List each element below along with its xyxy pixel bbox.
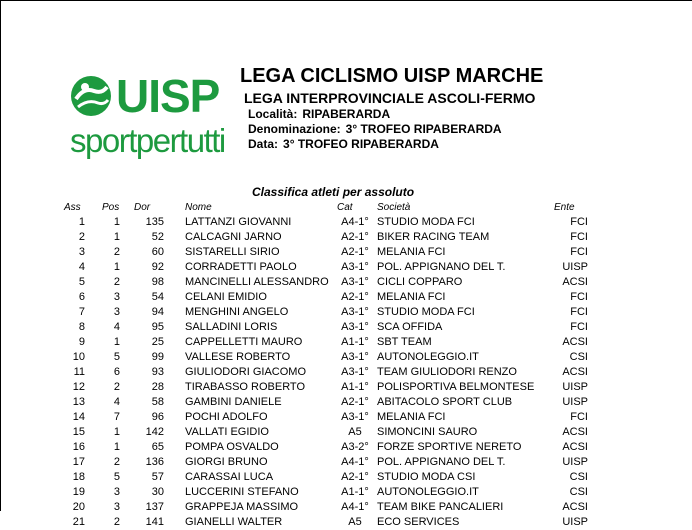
- cell-cat: A2-1°: [341, 471, 369, 483]
- cell-ente: UISP: [562, 381, 588, 393]
- cell-cat: A4-1°: [341, 501, 369, 513]
- col-header-ass: Ass: [64, 202, 81, 213]
- data-value: 3° TROFEO RIPABERARDA: [283, 137, 439, 151]
- cell-societa: STUDIO MODA FCI: [377, 216, 475, 228]
- cell-ass: 3: [78, 246, 85, 258]
- page-title: LEGA CICLISMO UISP MARCHE: [240, 65, 544, 87]
- cell-dor: 52: [151, 231, 164, 243]
- col-header-pos: Pos: [102, 202, 120, 213]
- cell-ass: 13: [72, 396, 85, 408]
- table-row: [1, 425, 692, 440]
- meta-data: [248, 137, 439, 151]
- cell-dor: 136: [145, 456, 164, 468]
- cell-nome: CAPPELLETTI MAURO: [185, 336, 303, 348]
- cell-pos: 1: [113, 441, 120, 453]
- cell-cat: A2-1°: [341, 231, 369, 243]
- cell-cat: A3-1°: [341, 411, 369, 423]
- cell-cat: A4-1°: [341, 216, 369, 228]
- denominazione-value: 3° TROFEO RIPABERARDA: [345, 122, 502, 136]
- table-row: [1, 365, 692, 380]
- cell-pos: 2: [113, 276, 120, 288]
- table-row: [1, 350, 692, 365]
- cell-nome: GIORGI BRUNO: [185, 456, 268, 468]
- cell-societa: TEAM GIULIODORI RENZO: [377, 366, 517, 378]
- cell-pos: 2: [113, 246, 120, 258]
- col-header-societa: Società: [377, 202, 411, 213]
- cell-dor: 30: [151, 486, 164, 498]
- cell-societa: FORZE SPORTIVE NERETO: [377, 441, 522, 453]
- cell-pos: 6: [113, 366, 120, 378]
- cell-ente: FCI: [570, 231, 588, 243]
- cell-nome: TIRABASSO ROBERTO: [185, 381, 306, 393]
- cell-ass: 1: [78, 216, 85, 228]
- cell-nome: SALLADINI LORIS: [185, 321, 278, 333]
- cell-cat: A5: [348, 426, 362, 438]
- cell-ente: FCI: [570, 246, 588, 258]
- classifica-table: [1, 215, 692, 530]
- cell-pos: 1: [113, 231, 120, 243]
- cell-ente: FCI: [570, 291, 588, 303]
- cell-ass: 18: [72, 471, 85, 483]
- table-row: [1, 275, 692, 290]
- cell-dor: 54: [151, 291, 164, 303]
- cell-dor: 96: [151, 411, 164, 423]
- cell-ass: 9: [78, 336, 85, 348]
- cell-ente: UISP: [562, 261, 588, 273]
- cell-ente: CSI: [569, 471, 588, 483]
- col-header-cat: Cat: [337, 202, 353, 213]
- table-row: [1, 485, 692, 500]
- cell-ente: UISP: [562, 516, 588, 528]
- cell-societa: ABITACOLO SPORT CLUB: [377, 396, 513, 408]
- table-row: [1, 215, 692, 230]
- cell-pos: 4: [113, 396, 120, 408]
- cell-dor: 135: [145, 216, 164, 228]
- cell-pos: 3: [113, 306, 120, 318]
- cell-societa: BIKER RACING TEAM: [377, 231, 490, 243]
- cell-societa: AUTONOLEGGIO.IT: [377, 486, 479, 498]
- cell-ente: CSI: [569, 486, 588, 498]
- cell-dor: 94: [151, 306, 164, 318]
- table-row: [1, 260, 692, 275]
- table-row: [1, 245, 692, 260]
- cell-nome: CARASSAI LUCA: [185, 471, 274, 483]
- cell-cat: A3-1°: [341, 366, 369, 378]
- cell-cat: A3-1°: [341, 276, 369, 288]
- cell-nome: SISTARELLI SIRIO: [185, 246, 280, 258]
- table-row: [1, 335, 692, 350]
- cell-ente: UISP: [562, 396, 588, 408]
- cell-ass: 10: [72, 351, 85, 363]
- cell-pos: 5: [113, 471, 120, 483]
- cell-societa: ECO SERVICES: [377, 516, 460, 528]
- cell-ass: 15: [72, 426, 85, 438]
- table-row: [1, 305, 692, 320]
- cell-ente: ACSI: [562, 441, 588, 453]
- cell-societa: POL. APPIGNANO DEL T.: [377, 261, 506, 273]
- table-row: [1, 455, 692, 470]
- cell-pos: 1: [113, 261, 120, 273]
- cell-dor: 25: [151, 336, 164, 348]
- cell-pos: 4: [113, 321, 120, 333]
- cell-ass: 19: [72, 486, 85, 498]
- cell-pos: 1: [113, 216, 120, 228]
- table-row: [1, 230, 692, 245]
- cell-ass: 8: [78, 321, 85, 333]
- col-header-dor: Dor: [134, 202, 151, 213]
- cell-pos: 5: [113, 351, 120, 363]
- cell-dor: 99: [151, 351, 164, 363]
- cell-societa: POL. APPIGNANO DEL T.: [377, 456, 506, 468]
- cell-dor: 57: [151, 471, 164, 483]
- table-row: [1, 410, 692, 425]
- meta-denominazione: [248, 122, 502, 136]
- cell-ente: ACSI: [562, 366, 588, 378]
- localita-value: RIPABERARDA: [302, 107, 391, 121]
- uisp-logo: [68, 71, 244, 163]
- cell-ass: 7: [78, 306, 85, 318]
- cell-societa: STUDIO MODA FCI: [377, 306, 475, 318]
- cell-dor: 142: [145, 426, 164, 438]
- cell-pos: 2: [113, 381, 120, 393]
- cell-societa: MELANIA FCI: [377, 291, 446, 303]
- logo-word: UISP: [116, 70, 220, 122]
- cell-societa: SCA OFFIDA: [377, 321, 443, 333]
- cell-pos: 1: [113, 426, 120, 438]
- cell-ass: 6: [78, 291, 85, 303]
- cell-societa: MELANIA FCI: [377, 246, 446, 258]
- cell-cat: A5: [348, 516, 362, 528]
- cell-ente: FCI: [570, 216, 588, 228]
- cell-nome: GRAPPEJA MASSIMO: [185, 501, 299, 513]
- cell-ente: UISP: [562, 456, 588, 468]
- cell-cat: A3-1°: [341, 261, 369, 273]
- cell-cat: A1-1°: [341, 381, 369, 393]
- cell-pos: 3: [113, 486, 120, 498]
- cell-dor: 93: [151, 366, 164, 378]
- cell-nome: POCHI ADOLFO: [185, 411, 268, 423]
- cell-cat: A3-2°: [341, 441, 369, 453]
- col-header-ente: Ente: [554, 202, 575, 213]
- cell-nome: GAMBINI DANIELE: [185, 396, 282, 408]
- denominazione-label: Denominazione:: [248, 122, 341, 136]
- cell-ente: FCI: [570, 411, 588, 423]
- cell-dor: 137: [145, 501, 164, 513]
- cell-cat: A1-1°: [341, 336, 369, 348]
- cell-cat: A2-1°: [341, 246, 369, 258]
- cell-nome: LATTANZI GIOVANNI: [185, 216, 292, 228]
- table-row: [1, 380, 692, 395]
- cell-societa: TEAM BIKE PANCALIERI: [377, 501, 504, 513]
- cell-ass: 12: [72, 381, 85, 393]
- cell-nome: GIANELLI WALTER: [185, 516, 283, 528]
- cell-pos: 2: [113, 516, 120, 528]
- cell-societa: POLISPORTIVA BELMONTESE: [377, 381, 535, 393]
- cell-nome: VALLESE ROBERTO: [185, 351, 291, 363]
- table-row: [1, 290, 692, 305]
- table-row: [1, 320, 692, 335]
- cell-nome: CORRADETTI PAOLO: [185, 261, 297, 273]
- cell-nome: GIULIODORI GIACOMO: [185, 366, 307, 378]
- cell-ente: FCI: [570, 306, 588, 318]
- table-row: [1, 440, 692, 455]
- cell-nome: CELANI EMIDIO: [185, 291, 267, 303]
- cell-dor: 141: [145, 516, 164, 528]
- cell-societa: AUTONOLEGGIO.IT: [377, 351, 479, 363]
- cell-cat: A3-1°: [341, 306, 369, 318]
- cell-cat: A1-1°: [341, 486, 369, 498]
- cell-ente: ACSI: [562, 501, 588, 513]
- cell-societa: SIMONCINI SAURO: [377, 426, 478, 438]
- cell-dor: 28: [151, 381, 164, 393]
- table-row: [1, 395, 692, 410]
- cell-ass: 11: [73, 366, 85, 378]
- cell-dor: 65: [151, 441, 164, 453]
- page-subtitle: LEGA INTERPROVINCIALE ASCOLI-FERMO: [244, 90, 536, 106]
- cell-dor: 58: [151, 396, 164, 408]
- cell-ass: 16: [72, 441, 85, 453]
- cell-societa: CICLI COPPARO: [377, 276, 463, 288]
- cell-ass: 20: [72, 501, 85, 513]
- cyclist-globe-icon: [70, 75, 112, 117]
- cell-nome: MENGHINI ANGELO: [185, 306, 289, 318]
- cell-cat: A2-1°: [341, 396, 369, 408]
- cell-dor: 60: [151, 246, 164, 258]
- cell-ente: ACSI: [562, 426, 588, 438]
- cell-pos: 7: [113, 411, 120, 423]
- cell-pos: 3: [113, 501, 120, 513]
- logo-tagline: sportpertutti: [70, 122, 225, 159]
- cell-societa: STUDIO MODA CSI: [377, 471, 476, 483]
- localita-label: Località:: [248, 107, 298, 121]
- cell-ente: ACSI: [562, 336, 588, 348]
- cell-ass: 2: [78, 231, 85, 243]
- cell-ass: 4: [78, 261, 85, 273]
- cell-societa: MELANIA FCI: [377, 411, 446, 423]
- table-row: [1, 515, 692, 530]
- table-row: [1, 500, 692, 515]
- cell-societa: SBT TEAM: [377, 336, 432, 348]
- cell-ass: 5: [78, 276, 85, 288]
- cell-cat: A3-1°: [341, 321, 369, 333]
- cell-ente: ACSI: [562, 276, 588, 288]
- section-title: Classifica atleti per assoluto: [252, 185, 415, 199]
- cell-pos: 3: [113, 291, 120, 303]
- cell-nome: CALCAGNI JARNO: [185, 231, 282, 243]
- cell-cat: A4-1°: [341, 456, 369, 468]
- cell-ass: 14: [72, 411, 85, 423]
- table-row: [1, 470, 692, 485]
- cell-dor: 95: [151, 321, 164, 333]
- cell-ente: FCI: [570, 321, 588, 333]
- cell-pos: 2: [113, 456, 120, 468]
- cell-nome: LUCCERINI STEFANO: [185, 486, 299, 498]
- meta-localita: [248, 107, 390, 121]
- cell-cat: A2-1°: [341, 291, 369, 303]
- cell-pos: 1: [113, 336, 120, 348]
- cell-nome: VALLATI EGIDIO: [185, 426, 269, 438]
- cell-ass: 21: [72, 516, 85, 528]
- cell-dor: 98: [151, 276, 164, 288]
- data-label: Data:: [248, 137, 279, 151]
- cell-dor: 92: [151, 261, 164, 273]
- cell-ass: 17: [72, 456, 85, 468]
- col-header-nome: Nome: [185, 202, 212, 213]
- cell-nome: MANCINELLI ALESSANDRO: [185, 276, 329, 288]
- cell-ente: CSI: [569, 351, 588, 363]
- cell-cat: A3-1°: [341, 351, 369, 363]
- cell-nome: POMPA OSVALDO: [185, 441, 279, 453]
